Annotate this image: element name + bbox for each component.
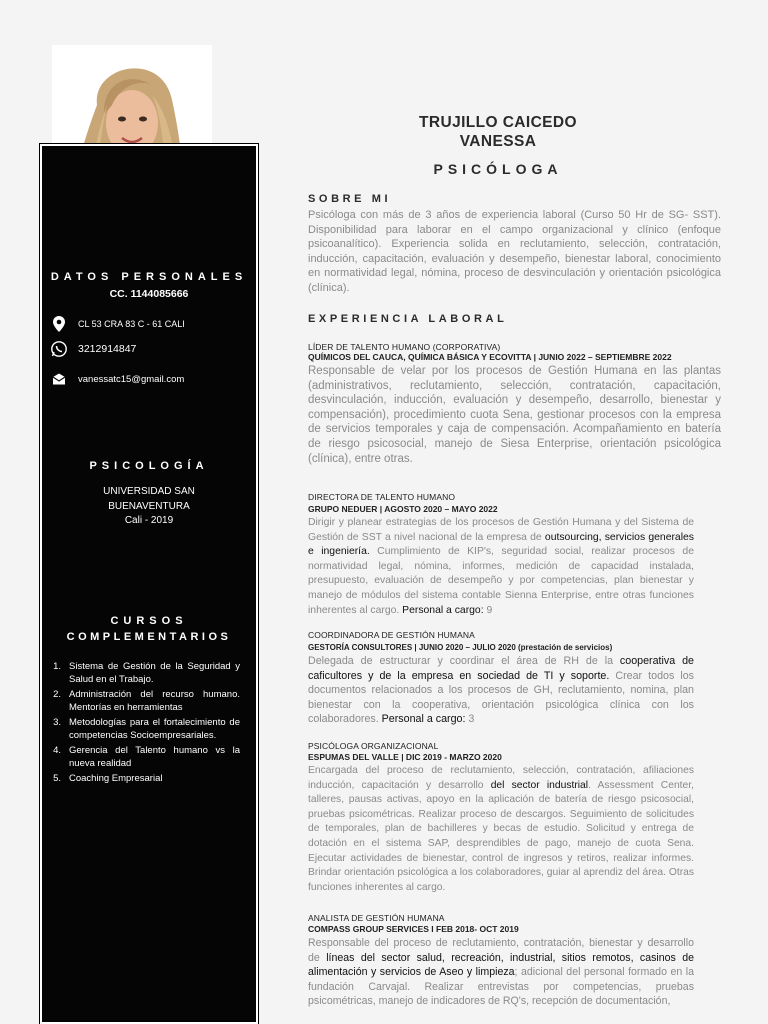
name-line-2: VANESSA <box>459 133 537 150</box>
education-title: PSICOLOGÍA <box>89 460 209 472</box>
list-item: 1. Sistema de Gestión de la Seguridad y Salud en el Trabajo. <box>53 661 240 685</box>
job-4-org: ESPUMAS DEL VALLE | DIC 2019 - MARZO 2020 <box>308 752 502 762</box>
education-year: Cali - 2019 <box>124 515 174 526</box>
job-4-description: Encargada del proceso de reclutamiento, selección, contratación, afiliaciones inducción, capacitación y desarrollo del sector industrial. Assessment Center, talleres, pausas activas, apoyo en la aplicación de batería de riesgo psicosocial, pruebas psicométricas. Realizar proceso de descargos. Seguimiento de solicitudes de temporales, plan de bachilleres y becas de estudio. Solicitud y entrega de dotación en el sistema SAP, desprendibles de pago, manejo de cuota Sena. Ejecutar actividades de bienestar, control de ingresos y retiros, realizar informes. Brindar orientación psicológica a los colaboradores, guiar al aprendiz del área. Otras funciones inherentes al cargo. <box>308 765 694 893</box>
job-3-title: COORDINADORA DE GESTIÓN HUMANA <box>308 630 475 640</box>
phone-text[interactable]: 3212914847 <box>78 343 137 355</box>
list-item: 5. Coaching Empresarial <box>53 773 163 784</box>
personal-data-title: DATOS PERSONALES <box>50 271 248 283</box>
job-2-title: DIRECTORA DE TALENTO HUMANO <box>308 492 456 502</box>
courses-list <box>36 660 240 787</box>
list-item: 3. Metodologías para el fortalecimiento de competencias Socioempresariales. <box>53 717 240 741</box>
job-1-title: LÍDER DE TALENTO HUMANO (CORPORATIVA) <box>308 342 501 352</box>
education-institution-1: UNIVERSIDAD SAN <box>103 486 195 497</box>
job-5-org: COMPASS GROUP SERVICES I FEB 2018- OCT 2019 <box>308 924 519 934</box>
address-row <box>50 315 250 333</box>
full-name <box>380 113 616 151</box>
id-number: CC. 1144085666 <box>109 288 189 300</box>
job-role: PSICÓLOGA <box>433 161 563 177</box>
education-institution-2: BUENAVENTURA <box>108 501 190 512</box>
phone-row <box>50 340 250 358</box>
job-2-description: Dirigir y planear estrategias de los procesos de Gestión Humana y del Sistema de Gestión de SST a nivel nacional de la empresa de outsourcing, servicios generales e ingeniería. Cumplimiento de KIP's, seguridad social, realizar procesos de normatividad legal, nómina, informes, medición de capacidad instalada, presupuesto, evaluación de desempeño y por competencias, plan bienestar y manejo de módulos del sistema contable Sienna Enterprise, entre otras funciones inherentes al cargo. Personal a cargo: 9 <box>308 517 694 616</box>
list-item: 2. Administración del recurso humano. Mentorías en herramientas <box>53 689 240 713</box>
courses-title-2: COMPLEMENTARIOS <box>66 631 232 643</box>
job-1-org: QUÍMICOS DEL CAUCA, QUÍMICA BÁSICA Y ECOVITTA | JUNIO 2022 – SEPTIEMBRE 2022 <box>308 352 672 362</box>
experience-title: EXPERIENCIA LABORAL <box>308 313 508 325</box>
courses-title-1: CURSOS <box>110 615 188 627</box>
about-text: Psicóloga con más de 3 años de experiencia laboral (Curso 50 Hr de SG- SST). Disponibilidad para laborar en el campo organizacional y clínico (enfoque psicoanalítico). Experiencia solida en reclutamiento, selección, contratación, inducción, capacitación, evaluación y desempeño, bienestar laboral, conocimiento en normatividad legal, nómina, proceso de desvinculación y orientación psicológica (clínica). <box>308 209 721 294</box>
job-4-title: PSICÓLOGA ORGANIZACIONAL <box>308 741 439 751</box>
job-3-org: GESTORÍA CONSULTORES | JUNIO 2020 – JULIO 2020 (prestación de servicios) <box>308 643 613 652</box>
name-line-1: TRUJILLO CAICEDO <box>419 114 577 131</box>
email-row <box>50 370 250 388</box>
job-3-description: Delegada de estructurar y coordinar el área de RH de la cooperativa de caficultores y de la empresa en sociedad de TI y soporte. Crear todos los documentos relacionados a los procesos de GH, reclutamiento, nomina, plan bienestar con la cooperativa, orientación psicológica clínica con los colaboradores. Personal a cargo: 3 <box>308 655 694 726</box>
job-5-title: ANALISTA DE GESTIÓN HUMANA <box>308 913 445 923</box>
location-pin-icon <box>50 315 68 333</box>
list-item: 4. Gerencia del Talento humano vs la nueva realidad <box>53 745 240 769</box>
about-title: SOBRE MI <box>308 193 392 205</box>
email-text[interactable]: vanessatc15@gmail.com <box>78 373 185 385</box>
job-2-org: GRUPO NEDUER | AGOSTO 2020 – MAYO 2022 <box>308 504 498 514</box>
job-5-description: Responsable del proceso de reclutamiento, contratación, bienestar y desarrollo de líneas del sector salud, recreación, industrial, sitios remotos, casinos de alimentación y servicios de Aseo y limpieza; adicional del personal formado en la fundación Carvajal. Realizar entrevistas por competencias, pruebas psicométricas, manejo de indicadores de RQ's, recepción de documentación, <box>308 937 694 1008</box>
whatsapp-icon <box>50 340 68 358</box>
envelope-icon <box>50 370 68 388</box>
address-text: CL 53 CRA 83 C - 61 CALI <box>78 319 185 329</box>
job-1-description: Responsable de velar por los procesos de Gestión Humana en las plantas (administrativos, reclutamiento, selección, contratación, capacitación, desvinculación, inducción, evaluación y desempeño, desarrollo, bienestar y compensación), procedimiento cuota Sena, gestionar procesos con la empresa de servicios temporales y caja de compensación. Acompañamiento en batería de riesgo psicosocial, manejo de Siesa Enterprise, orientación psicológica (clínica), entre otras. <box>308 365 721 465</box>
